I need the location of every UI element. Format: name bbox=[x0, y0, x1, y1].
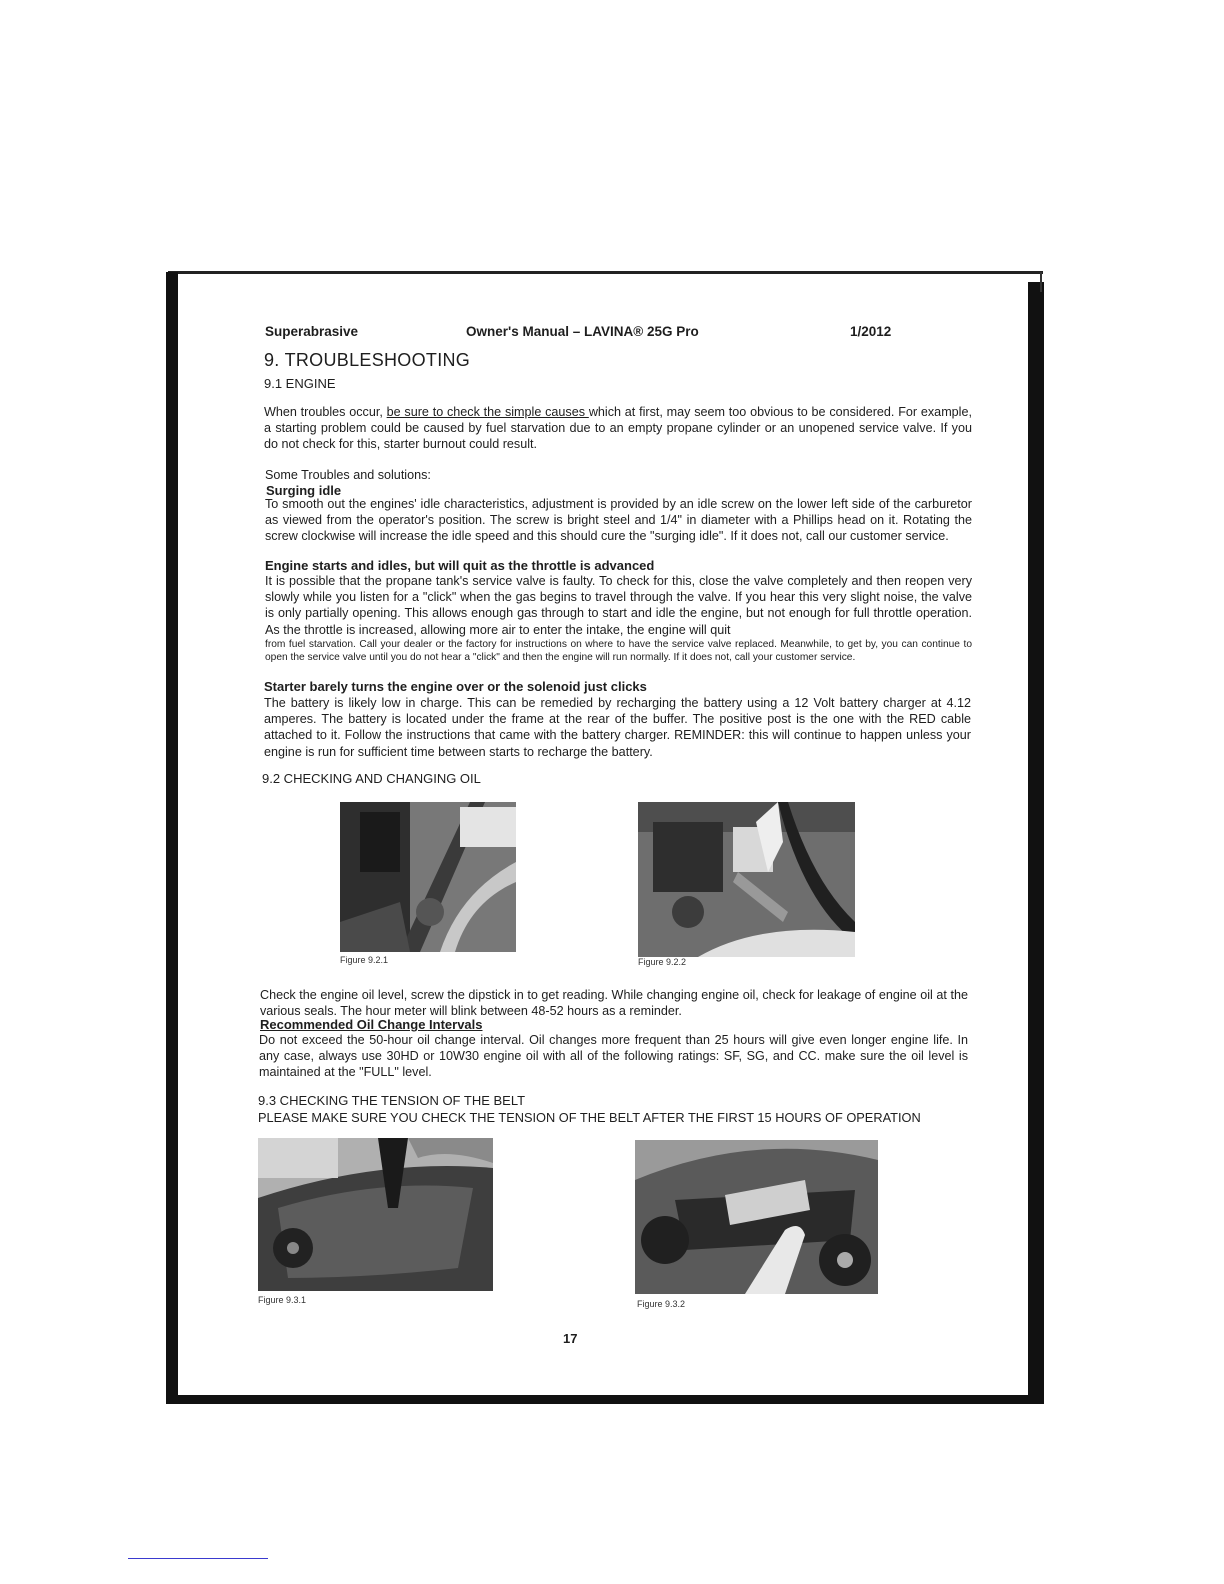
oil-heading: 9.2 CHECKING AND CHANGING OIL bbox=[262, 771, 481, 786]
figure-9-3-1-caption: Figure 9.3.1 bbox=[258, 1295, 307, 1305]
intro-emphasis: be sure to check the simple causes bbox=[386, 405, 589, 419]
scan-frame-top bbox=[168, 271, 1043, 274]
belt-warning: PLEASE MAKE SURE YOU CHECK THE TENSION OF THE BELT AFTER THE FIRST 15 HOURS OF OPERATION bbox=[258, 1110, 921, 1125]
page-number: 17 bbox=[563, 1331, 578, 1346]
surging-idle-title: Surging idle bbox=[266, 483, 342, 498]
surging-idle-text: To smooth out the engines' idle characteristics, adjustment is provided by an idle screw on the lower left side of the carburetor as viewed from the operator's position. The screw is bright steel and 1/4" in diameter with a Phillips head on it. Rotating the screw clockwise will increase the idle speed and this should cure the "surging idle". If it does not, call our customer service. bbox=[265, 497, 972, 544]
header-manual-title: Owner's Manual – LAVINA® 25G Pro bbox=[466, 324, 699, 339]
oil-interval-title: Recommended Oil Change Intervals bbox=[260, 1017, 483, 1032]
figure-9-3-2-caption: Figure 9.3.2 bbox=[637, 1299, 686, 1309]
oil-check-text: Check the engine oil level, screw the dipstick in to get reading. While changing engine oil, check for leakage of engine oil at the various seals. The hour meter will blink between 48-52 hours as a reminder. bbox=[260, 988, 968, 1019]
belt-heading: 9.3 CHECKING THE TENSION OF THE BELT bbox=[258, 1093, 526, 1108]
engine-heading: 9.1 ENGINE bbox=[264, 376, 336, 391]
some-troubles-label: Some Troubles and solutions: bbox=[265, 468, 431, 482]
starter-text: The battery is likely low in charge. This can be remedied by recharging the battery using a 12 Volt battery charger at 4.12 amperes. The battery is located under the frame at the rear of the buffer. The positive post is the one with the RED cable attached to it. Follow the instructions that came with the battery charger. REMINDER: this will continue to happen unless your engine is run for sufficient time between starts to recharge the battery. bbox=[264, 696, 971, 759]
engine-intro bbox=[264, 404, 972, 453]
footer-link-underline bbox=[128, 1558, 268, 1559]
scan-frame-corner bbox=[1040, 272, 1042, 292]
scan-frame-bottom bbox=[166, 1395, 1044, 1404]
header-date: 1/2012 bbox=[850, 324, 892, 339]
starter-title: Starter barely turns the engine over or the solenoid just clicks bbox=[264, 679, 647, 694]
intro-text-post: which at first, may seem too obvious to be considered. For example, a starting problem could be caused by fuel starvation due to an empty propane cylinder or an unopened service valve. If you do not check for this, starter burnout could result. bbox=[264, 405, 972, 452]
figure-9-3-1-photo bbox=[258, 1138, 493, 1291]
section-title: 9. TROUBLESHOOTING bbox=[264, 350, 471, 370]
figure-9-2-1-photo bbox=[340, 802, 516, 952]
quit-throttle-text: It is possible that the propane tank's service valve is faulty. To check for this, close the valve completely and then reopen very slowly while you listen for a "click" when the gas begins to travel through the valve. If you hear this very slight noise, the valve is only partially opening. This allows enough gas through to start and idle the engine, but not enough for full throttle operation. As the throttle is increased, allowing more air to enter the intake, the engine will quit bbox=[265, 574, 972, 637]
quit-throttle-text-continued: from fuel starvation. Call your dealer or the factory for instructions on where to have the service valve replaced. Meanwhile, to get by, you can continue to open the service valve until you do not hear a "click" and then the engine will run normally. If it does not, call your customer service. bbox=[265, 639, 972, 664]
oil-interval-text: Do not exceed the 50-hour oil change interval. Oil changes more frequent than 25 hours will give even longer engine life. In any case, always use 30HD or 10W30 engine oil with all of the following ratings: SF, SG, and CC. make sure the oil level is maintained at the "FULL" level. bbox=[259, 1033, 968, 1080]
quit-throttle-title: Engine starts and idles, but will quit as the throttle is advanced bbox=[265, 558, 655, 573]
figure-9-3-2-photo bbox=[635, 1140, 878, 1294]
figure-9-2-2-caption: Figure 9.2.2 bbox=[638, 957, 687, 967]
scan-frame-left bbox=[166, 272, 178, 1404]
figure-9-2-2-photo bbox=[638, 802, 855, 957]
scan-frame-right bbox=[1028, 282, 1044, 1404]
intro-text-pre: When troubles occur, bbox=[264, 405, 387, 419]
figure-9-2-1-caption: Figure 9.2.1 bbox=[340, 955, 389, 965]
header-company: Superabrasive bbox=[265, 324, 359, 339]
